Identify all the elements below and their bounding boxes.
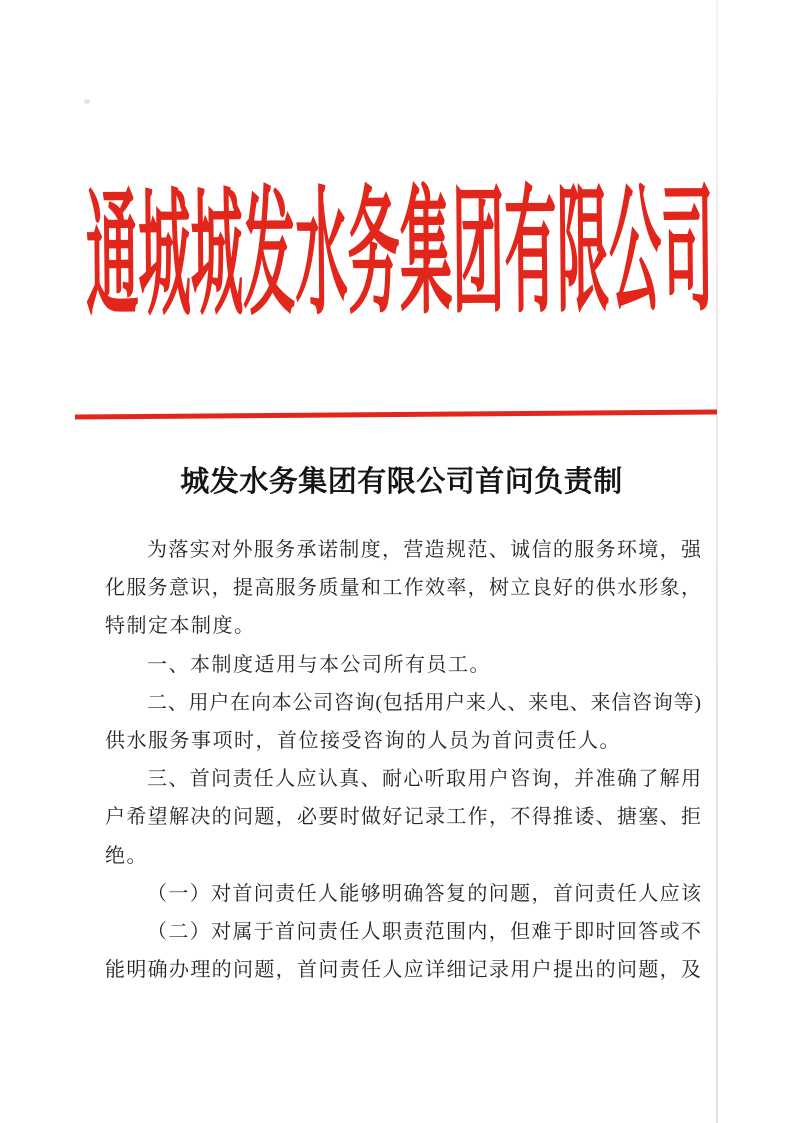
body-line: 三、首问责任人应认真、耐心听取用户咨询，并准确了解用 xyxy=(147,768,701,791)
body-line: 为落实对外服务承诺制度，营造规范、诚信的服务环境，强 xyxy=(147,539,701,561)
scan-fold-artifact xyxy=(716,0,718,1123)
body-line: 特制定本制度。 xyxy=(105,615,256,638)
body-line: 供水服务事项时，首位接受咨询的人员为首问责任人。 xyxy=(105,729,621,752)
body-line: （一）对首问责任人能够明确答复的问题，首问责任人应该 xyxy=(147,882,701,905)
body-line: 一、本制度适用与本公司所有员工。 xyxy=(147,653,491,676)
letterhead-divider-rule xyxy=(75,409,717,419)
scan-speck xyxy=(84,99,90,104)
document-body xyxy=(105,531,701,989)
document-title: 城发水务集团有限公司首问负责制 xyxy=(180,466,623,498)
body-line: （二）对属于首问责任人职责范围内，但难于即时回答或不 xyxy=(147,920,701,943)
body-line: 户希望解决的问题，必要时做好记录工作，不得推诿、搪塞、拒 xyxy=(105,806,701,829)
body-line: 化服务意识，提高服务质量和工作效率，树立良好的供水形象， xyxy=(105,577,701,600)
company-letterhead: 通城城发水务集团有限公司 xyxy=(85,174,715,333)
body-line: 能明确办理的问题，首问责任人应详细记录用户提出的问题，及 xyxy=(105,959,701,982)
body-line: 二、用户在向本公司咨询(包括用户来人、来电、来信咨询等) xyxy=(147,691,701,714)
body-line: 绝。 xyxy=(105,844,148,867)
